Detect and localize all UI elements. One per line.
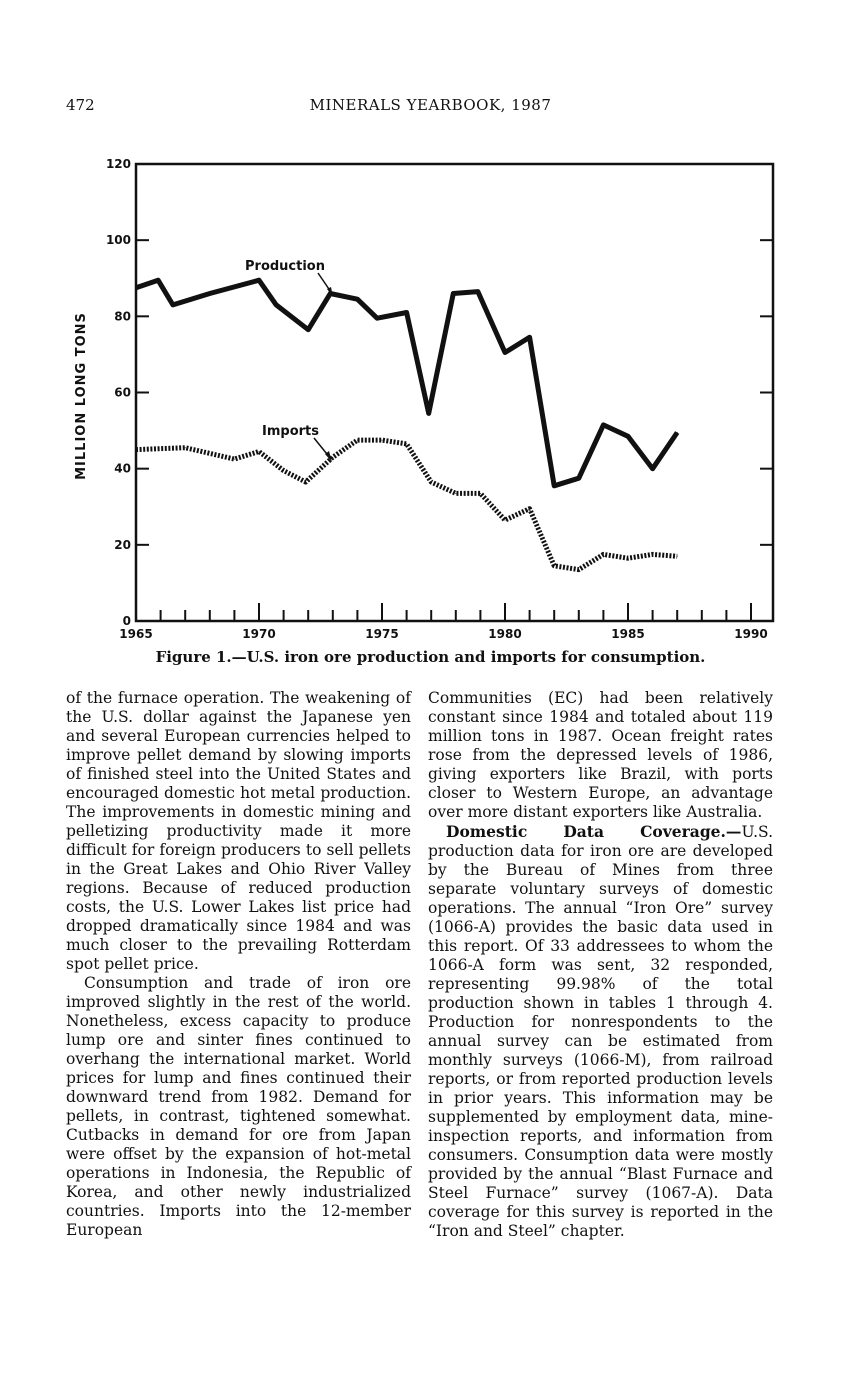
paragraph-data-coverage (428, 822, 773, 1241)
production-point-1965 (136, 287, 137, 288)
production-point-1977.9 (453, 293, 454, 294)
imports-point-1984 (603, 554, 604, 555)
data-coverage-body: U.S. production data for iron ore are developed by the Bureau of Mines from three separate voluntary surveys of domestic operations. The annual “Iron Ore” survey (1066-A) provides the basic data used in this report. Of 33 addressees to whom the 1066-A form was sent, 32 responded, representing 99.98% of the total production shown in tables 1 through 4. Production for nonrespondents to the annual survey can be estimated from monthly surveys (1066-M), from railroad reports, or from reported production levels in prior years. This information may be supplemented by employment data, mine-inspection reports, and information from consumers. Consumption data were mostly provided by the annual “Blast Furnace and Steel Furnace” survey (1067-A). Data coverage for this survey is reported in the “Iron and Steel” chapter. (428, 823, 773, 1240)
imports-point-1967 (185, 447, 186, 448)
x-tick-label-1970: 1970 (242, 627, 276, 640)
y-tick-label-120: 120 (105, 157, 131, 171)
paragraph-consumption: Consumption and trade of iron ore improved slightly in the rest of the world. Nonetheless, excess capacity to produce lump ore and sinter fines continued to overhang the international market. World prices for lump and fines continued their downward trend from 1982. Demand for pellets, in contrast, tightened somewhat. Cutbacks in demand for ore from Japan were offset by the expansion of hot-metal operations in Indonesia, the Republic of Korea, and other newly industrialized countries. Imports into the 12-member European (66, 974, 411, 1239)
production-point-1986 (652, 468, 653, 469)
production-point-1972 (308, 329, 309, 330)
iron-ore-chart (0, 0, 861, 640)
x-tick-label-1990: 1990 (734, 627, 768, 640)
imports-point-1970 (259, 451, 260, 452)
y-tick-label-0: 0 (122, 614, 131, 628)
production-point-1978.9 (477, 291, 478, 292)
imports-point-1979 (480, 493, 481, 494)
imports-point-1973 (332, 457, 333, 458)
production-point-1984 (603, 424, 604, 425)
production-point-1966.5 (172, 304, 173, 305)
production-point-1985 (628, 436, 629, 437)
x-tick-label-1965: 1965 (119, 627, 153, 640)
x-tick-label-1975: 1975 (365, 627, 399, 640)
y-tick-label-80: 80 (114, 309, 131, 324)
y-tick-label-20: 20 (114, 537, 131, 552)
paragraph-ec-imports: Communities (EC) had been relatively constant since 1984 and totaled about 119 million tons in 1987. Ocean freight rates rose from the depressed levels of 1986, giving exporters like Brazil, with ports closer to Western Europe, an advantage over more distant exporters like Australia. (428, 689, 773, 821)
production-point-1982 (554, 485, 555, 486)
y-tick-label-40: 40 (114, 461, 131, 476)
imports-point-1971 (283, 470, 284, 471)
y-axis-label: MILLION LONG TONS (74, 312, 89, 480)
y-tick-label-60: 60 (114, 385, 131, 400)
figure-caption: Figure 1.—U.S. iron ore production and imports for consumption. (155, 648, 706, 666)
imports-point-1977 (431, 481, 432, 482)
imports-line (136, 440, 677, 569)
paragraph-furnace: of the furnace operation. The weakening of the U.S. dollar against the Japanese yen and several European currencies helped to improve pellet demand by slowing imports of finished steel into the United States and encouraged domestic hot metal production. The improvements in domestic mining and pelletizing productivity made it more difficult for foreign producers to sell pellets in the Great Lakes and Ohio River Valley regions. Because of reduced production costs, the U.S. Lower Lakes list price had dropped dramatically since 1984 and was much closer to the prevailing Rotterdam spot pellet price. (66, 689, 411, 973)
left-column (66, 689, 411, 1240)
data-coverage-heading: Domestic Data Coverage.— (446, 822, 742, 841)
production-point-1970 (259, 280, 260, 281)
imports-point-1983 (578, 569, 579, 570)
production-point-1976.9 (428, 413, 429, 414)
imports-point-1987 (677, 556, 678, 557)
imports-point-1982 (554, 565, 555, 566)
imports-point-1980 (505, 520, 506, 521)
imports-point-1974 (357, 440, 358, 441)
production-point-1968 (209, 293, 210, 294)
x-tick-label-1980: 1980 (488, 627, 522, 640)
production-point-1970.7 (276, 304, 277, 305)
production-point-1976 (406, 312, 407, 313)
production-label: Production (245, 259, 325, 274)
production-point-1965.9 (158, 280, 159, 281)
production-point-1980 (505, 352, 506, 353)
imports-point-1975 (382, 440, 383, 441)
x-tick-label-1985: 1985 (611, 627, 645, 640)
production-point-1981 (529, 337, 530, 338)
right-column (428, 689, 773, 1241)
imports-point-1986 (652, 554, 653, 555)
production-point-1974.8 (377, 318, 378, 319)
production-point-1983 (578, 478, 579, 479)
imports-point-1965 (136, 449, 137, 450)
y-tick-label-100: 100 (105, 233, 131, 248)
imports-point-1985 (628, 558, 629, 559)
running-title: MINERALS YEARBOOK, 1987 (309, 96, 552, 114)
page-number: 472 (66, 96, 95, 114)
imports-point-1969 (234, 459, 235, 460)
imports-point-1981 (529, 508, 530, 509)
plot-frame (136, 164, 773, 621)
imports-label: Imports (262, 424, 319, 439)
imports-point-1971.9 (305, 481, 306, 482)
production-line (136, 280, 677, 486)
production-point-1987 (677, 432, 678, 433)
imports-point-1978 (455, 493, 456, 494)
imports-point-1976 (406, 443, 407, 444)
production-point-1974 (357, 299, 358, 300)
